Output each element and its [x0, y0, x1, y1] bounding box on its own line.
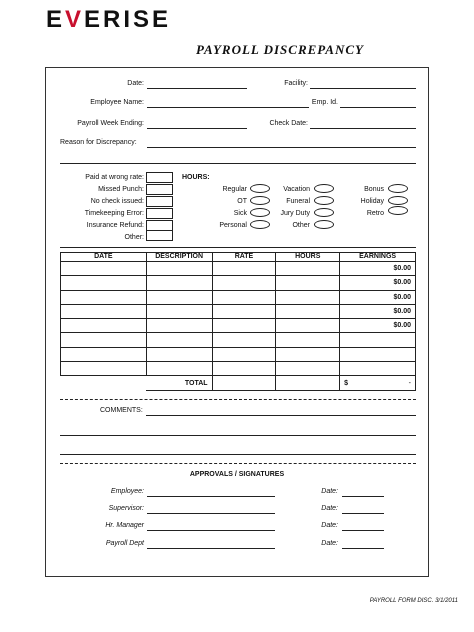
- total-label: TOTAL: [146, 376, 212, 390]
- rate-cell[interactable]: [212, 333, 276, 347]
- hours-sick-label: Sick: [233, 210, 247, 217]
- date-cell[interactable]: [61, 347, 147, 361]
- approval-employee-date-label: Date:: [321, 488, 338, 495]
- approval-hr-manager-date-label: Date:: [321, 522, 338, 529]
- approval-hr-manager-date[interactable]: [342, 530, 384, 531]
- date-cell[interactable]: [61, 362, 147, 376]
- hours-retro-label: Retro: [366, 210, 384, 217]
- emp-id-field[interactable]: [340, 107, 416, 108]
- hours-retro-oval[interactable]: [388, 206, 408, 215]
- logo-letter-v: V: [65, 6, 85, 33]
- employee-name-label: Employee Name:: [90, 99, 144, 106]
- earnings-table: [60, 252, 416, 391]
- approval-employee-label: Employee:: [110, 488, 144, 495]
- approval-hr-manager-signature[interactable]: [147, 530, 275, 531]
- rate-cell[interactable]: [212, 304, 276, 318]
- approval-supervisor-date-label: Date:: [321, 505, 338, 512]
- earnings-cell: [340, 347, 416, 361]
- comments-line-1[interactable]: [146, 415, 416, 416]
- total-currency: $: [344, 379, 349, 387]
- approvals-title: APPROVALS / SIGNATURES: [189, 471, 285, 478]
- issue-box-wrong-rate[interactable]: [146, 172, 173, 183]
- hours-other-label: Other: [292, 222, 310, 229]
- reason-divider: [60, 163, 416, 164]
- check-date-field[interactable]: [310, 128, 416, 129]
- issue-box-other[interactable]: [146, 230, 173, 241]
- total-earnings-cell: [340, 376, 416, 390]
- hours-cell[interactable]: [276, 262, 340, 276]
- everise-logo: [46, 6, 171, 34]
- issue-label-no-check: No check issued:: [90, 198, 144, 205]
- date-cell[interactable]: [61, 319, 147, 333]
- description-cell[interactable]: [146, 276, 212, 290]
- table-row: [61, 290, 416, 304]
- logo-letter-e: E: [46, 6, 66, 33]
- hours-divider: [60, 247, 416, 248]
- date-cell[interactable]: [61, 304, 147, 318]
- table-row: [61, 333, 416, 347]
- rate-cell[interactable]: [212, 276, 276, 290]
- hours-cell[interactable]: [276, 347, 340, 361]
- col-header-hours: HOURS: [276, 253, 340, 262]
- reason-label: Reason for Discrepancy:: [60, 139, 137, 146]
- hours-personal-label: Personal: [219, 222, 247, 229]
- date-cell[interactable]: [61, 333, 147, 347]
- table-row: [61, 304, 416, 318]
- issue-label-missed-punch: Missed Punch:: [98, 186, 144, 193]
- hours-label: HOURS:: [182, 174, 210, 181]
- reason-field[interactable]: [147, 147, 416, 148]
- rate-cell[interactable]: [212, 319, 276, 333]
- logo-letters-rest: ERISE: [84, 6, 172, 33]
- table-row: [61, 347, 416, 361]
- date-cell[interactable]: [61, 290, 147, 304]
- form-title: PAYROLL DISCREPANCY: [196, 42, 364, 57]
- earnings-cell: $0.00: [340, 319, 416, 333]
- col-header-earnings: EARNINGS: [340, 253, 416, 262]
- issue-label-other: Other:: [124, 234, 144, 241]
- hours-cell[interactable]: [276, 304, 340, 318]
- date-cell[interactable]: [61, 276, 147, 290]
- approval-supervisor-date[interactable]: [342, 513, 384, 514]
- comments-line-2[interactable]: [60, 435, 416, 436]
- hours-bonus-label: Bonus: [364, 186, 384, 193]
- total-value: -: [408, 379, 411, 387]
- description-cell[interactable]: [146, 319, 212, 333]
- payroll-week-ending-label: Payroll Week Ending:: [77, 120, 144, 127]
- issue-box-missed-punch[interactable]: [146, 184, 173, 195]
- hours-other-oval[interactable]: [314, 220, 334, 229]
- comments-line-3[interactable]: [60, 454, 416, 455]
- date-label: Date:: [127, 80, 144, 87]
- facility-label: Facility:: [284, 80, 308, 87]
- table-header-row: [61, 253, 416, 262]
- hours-regular-oval[interactable]: [250, 184, 270, 193]
- hours-ot-label: OT: [237, 198, 247, 205]
- hours-holiday-oval[interactable]: [388, 196, 408, 205]
- approval-hr-manager-label: Hr. Manager: [105, 522, 144, 529]
- comments-label: COMMENTS:: [100, 407, 143, 414]
- hours-personal-oval[interactable]: [250, 220, 270, 229]
- table-row: [61, 276, 416, 290]
- issue-box-no-check[interactable]: [146, 196, 173, 207]
- hours-jury-duty-oval[interactable]: [314, 208, 334, 217]
- col-header-rate: RATE: [212, 253, 276, 262]
- description-cell[interactable]: [146, 262, 212, 276]
- hours-sick-oval[interactable]: [250, 208, 270, 217]
- approval-payroll-dept-signature[interactable]: [147, 548, 275, 549]
- hours-regular-label: Regular: [222, 186, 247, 193]
- hours-bonus-oval[interactable]: [388, 184, 408, 193]
- description-cell[interactable]: [146, 290, 212, 304]
- total-row: [61, 376, 416, 390]
- earnings-cell: [340, 333, 416, 347]
- hours-jury-duty-label: Jury Duty: [280, 210, 310, 217]
- hours-cell[interactable]: [276, 290, 340, 304]
- earnings-cell: $0.00: [340, 304, 416, 318]
- approval-employee-date[interactable]: [342, 496, 384, 497]
- hours-cell[interactable]: [276, 276, 340, 290]
- rate-cell[interactable]: [212, 362, 276, 376]
- hours-holiday-label: Holiday: [360, 198, 384, 205]
- hours-funeral-label: Funeral: [286, 198, 310, 205]
- description-cell[interactable]: [146, 347, 212, 361]
- table-row: [61, 319, 416, 333]
- hours-ot-oval[interactable]: [250, 196, 270, 205]
- hours-cell[interactable]: [276, 333, 340, 347]
- issue-label-insurance: Insurance Refund:: [86, 222, 144, 229]
- hours-vacation-label: Vacation: [283, 186, 310, 193]
- approval-payroll-dept-date[interactable]: [342, 548, 384, 549]
- earnings-cell: $0.00: [340, 290, 416, 304]
- earnings-cell: [340, 362, 416, 376]
- earnings-cell: $0.00: [340, 262, 416, 276]
- approval-payroll-dept-label: Payroll Dept: [105, 540, 144, 547]
- rate-cell[interactable]: [212, 290, 276, 304]
- employee-name-field[interactable]: [147, 107, 309, 108]
- facility-field[interactable]: [310, 88, 416, 89]
- check-date-label: Check Date:: [269, 120, 308, 127]
- form-footer: PAYROLL FORM DISC. 3/1/2011: [369, 598, 458, 604]
- hours-cell[interactable]: [276, 319, 340, 333]
- issue-label-timekeeping: Timekeeping Error:: [84, 210, 144, 217]
- hours-funeral-oval[interactable]: [314, 196, 334, 205]
- hours-cell[interactable]: [276, 362, 340, 376]
- table-row: [61, 362, 416, 376]
- approval-employee-signature[interactable]: [147, 496, 275, 497]
- total-rate-cell: [212, 376, 276, 390]
- total-hours-cell: [276, 376, 340, 390]
- approval-supervisor-signature[interactable]: [147, 513, 275, 514]
- description-cell[interactable]: [146, 304, 212, 318]
- description-cell[interactable]: [146, 362, 212, 376]
- comments-divider: [60, 463, 416, 464]
- earnings-cell: $0.00: [340, 276, 416, 290]
- rate-cell[interactable]: [212, 347, 276, 361]
- date-cell[interactable]: [61, 262, 147, 276]
- issue-box-timekeeping[interactable]: [146, 208, 173, 219]
- description-cell[interactable]: [146, 333, 212, 347]
- issue-label-wrong-rate: Paid at wrong rate:: [85, 174, 144, 181]
- rate-cell[interactable]: [212, 262, 276, 276]
- col-header-date: DATE: [61, 253, 147, 262]
- payroll-week-ending-field[interactable]: [147, 128, 247, 129]
- date-field[interactable]: [147, 88, 247, 89]
- hours-vacation-oval[interactable]: [314, 184, 334, 193]
- emp-id-label: Emp. Id.: [311, 99, 338, 106]
- total-divider: [60, 399, 416, 400]
- approval-payroll-dept-date-label: Date:: [321, 540, 338, 547]
- table-row: [61, 262, 416, 276]
- approval-supervisor-label: Supervisor:: [108, 505, 144, 512]
- col-header-description: DESCRIPTION: [146, 253, 212, 262]
